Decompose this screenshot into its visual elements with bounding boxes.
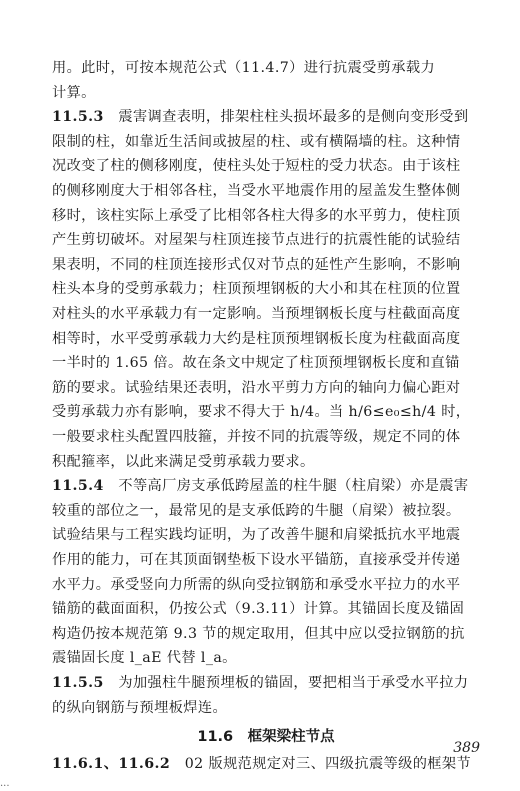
section-number: 11.5.3: [52, 109, 104, 126]
text-line: 受剪承载力亦有影响，要求不得大于 h/4。当 h/6≤e₀≤h/4 时，: [52, 404, 471, 421]
text-line: 果表明，不同的柱顶连接形式仅对节点的延性产生影响，不影响: [52, 256, 461, 273]
section-line: 11.5.3 震害调查表明，排架柱柱头损坏最多的是侧向变形受到: [52, 109, 469, 126]
text-line: 对柱头的水平承载力有一定影响。当预埋钢板长度与柱截面高度: [52, 306, 461, 322]
section-number: 11.5.4: [52, 478, 104, 495]
corner-mark: ...: [0, 778, 10, 789]
text-line: 用。此时，可按本规范公式（11.4.7）进行抗震受剪承载力: [52, 60, 436, 76]
page-number: 389: [453, 740, 480, 756]
text-line: 计算。: [52, 84, 96, 101]
text-line: 作用的能力，可在其顶面钢垫板下设水平锚筋，直接承受并传递: [52, 552, 461, 568]
text-line: 柱头本身的受剪承载力；柱顶预埋钢板的大小和其在柱顶的位置: [52, 281, 461, 298]
section-line: 11.5.4 不等高厂房支承低跨屋盖的柱牛腿（柱肩梁）亦是震害: [52, 478, 469, 495]
text-line: 锚筋的截面面积，仍按公式（9.3.11）计算。其锚固长度及锚固: [52, 601, 465, 618]
section-number: 11.6.1、11.6.2: [52, 756, 171, 773]
text-line: 水平力。承受竖向力所需的纵向受拉钢筋和承受水平拉力的水平: [52, 576, 461, 593]
section-line: 11.5.5 为加强柱牛腿预埋板的锚固，要把相当于承受水平拉力: [52, 675, 469, 691]
text-line: 震锚固长度 l_aE 代替 l_a。: [52, 650, 237, 667]
text-line: 相等时，水平受剪承载力大约是柱顶预埋钢板长度为柱截面高度: [52, 330, 461, 347]
section-number: 11.5.5: [52, 675, 104, 691]
text-line: 况改变了柱的侧移刚度，使柱头处于短柱的受力状态。由于该柱: [52, 158, 461, 175]
section-line: 11.6.1、11.6.2 02 版规范规定对三、四级抗震等级的框架节: [52, 756, 472, 773]
text-line: 的侧移刚度大于相邻各柱，当受水平地震作用的屋盖发生整体侧: [52, 183, 461, 199]
text-line: 较重的部位之一，最常见的是支承低跨的牛腿（肩梁）被拉裂。: [52, 502, 461, 519]
text-line: 筋的要求。试验结果还表明，沿水平剪力方向的轴向力偏心距对: [52, 379, 461, 396]
text-line: 的纵向钢筋与预埋板焊连。: [52, 699, 228, 716]
text-line: 限制的柱，如靠近生活间或披屋的柱、或有横隔墙的柱。这种情: [52, 133, 461, 150]
text-line: 移时，该柱实际上承受了比相邻各柱大得多的水平剪力，使柱顶: [52, 207, 461, 224]
text-line: 产生剪切破坏。对屋架与柱顶连接节点进行的抗震性能的试验结: [52, 232, 461, 249]
text-line: 构造仍按本规范第 9.3 节的规定取用，但其中应以受拉钢筋的抗: [52, 625, 465, 642]
section-heading: 11.6 框架梁柱节点: [197, 728, 335, 745]
text-line: 试验结果与工程实践均证明，为了改善牛腿和肩梁抵抗水平地震: [52, 527, 461, 544]
text-line: 一般要求柱头配置四肢箍，并按不同的抗震等级，规定不同的体: [52, 429, 461, 445]
text-line: 一半时的 1.65 倍。故在条文中规定了柱顶预埋钢板长度和直锚: [52, 355, 460, 372]
text-line: 积配箍率，以此来满足受剪承载力要求。: [52, 453, 315, 470]
